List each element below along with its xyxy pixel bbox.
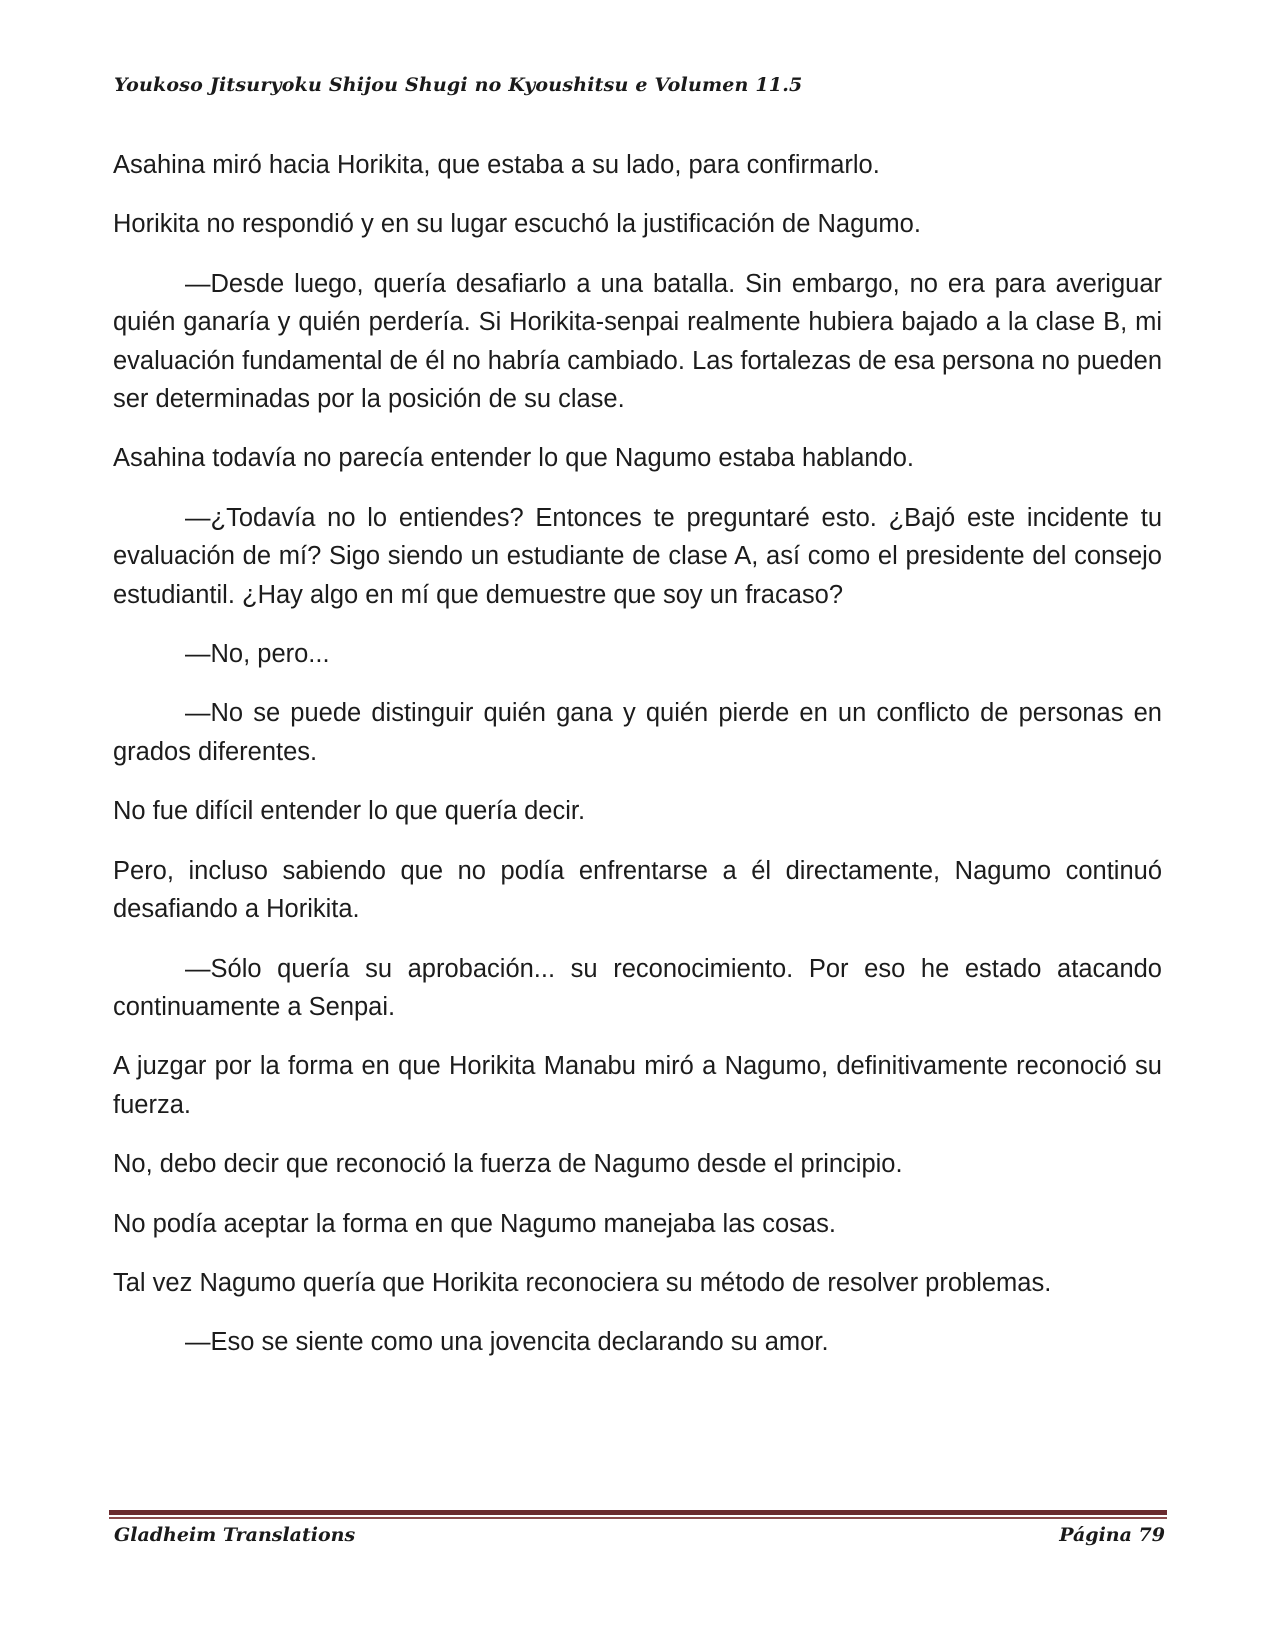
paragraph: Pero, incluso sabiendo que no podía enfrentarse a él directamente, Nagumo continuó desafiando a Horikita. <box>113 856 1162 924</box>
paragraph: No podía aceptar la forma en que Nagumo manejaba las cosas. <box>113 1209 836 1238</box>
footer-divider-thin <box>109 1517 1167 1519</box>
dialogue-paragraph: —Desde luego, quería desafiarlo a una batalla. Sin embargo, no era para averiguar quién ganaría y quién perdería. Si Horikita-senpai realmente hubiera bajado a la clase B, mi evaluación fundamental de él no habría cambiado. Las fortalezas de esa persona no pueden ser determinadas por la posición de su clase. <box>113 269 1162 414</box>
dialogue-paragraph: —Sólo quería su aprobación... su reconocimiento. Por eso he estado atacando continuamente a Senpai. <box>113 954 1162 1021</box>
dialogue-paragraph: —¿Todavía no lo entiendes? Entonces te preguntaré esto. ¿Bajó este incidente tu evaluación de mí? Sigo siendo un estudiante de clase A, así como el presidente del consejo estudiantil. ¿Hay algo en mí que demuestre que soy un fracaso? <box>113 503 1162 609</box>
dialogue-paragraph: —No se puede distinguir quién gana y quién pierde en un conflicto de personas en grados diferentes. <box>113 699 1162 766</box>
paragraph: No fue difícil entender lo que quería decir. <box>113 797 586 826</box>
footer-translator-credit: Gladheim Translations <box>114 1524 356 1546</box>
dialogue-paragraph: —Eso se siente como una jovencita declarando su amor. <box>185 1328 829 1357</box>
running-header: Youkoso Jitsuryoku Shijou Shugi no Kyoushitsu e Volumen 11.5 <box>114 74 803 96</box>
paragraph: Asahina todavía no parecía entender lo que Nagumo estaba hablando. <box>113 444 915 473</box>
dialogue-paragraph: —No, pero... <box>185 640 330 669</box>
body-text <box>113 146 1162 1383</box>
paragraph: No, debo decir que reconoció la fuerza de Nagumo desde el principio. <box>113 1150 903 1179</box>
paragraph: Horikita no respondió y en su lugar escuchó la justificación de Nagumo. <box>113 210 921 239</box>
paragraph: A juzgar por la forma en que Horikita Manabu miró a Nagumo, definitivamente reconoció su fuerza. <box>113 1052 1162 1119</box>
paragraph: Tal vez Nagumo quería que Horikita reconociera su método de resolver problemas. <box>113 1268 1052 1297</box>
footer-divider <box>109 1510 1167 1519</box>
paragraph: Asahina miró hacia Horikita, que estaba a su lado, para confirmarlo. <box>113 151 880 179</box>
footer-page-number: Página 79 <box>1059 1524 1165 1546</box>
